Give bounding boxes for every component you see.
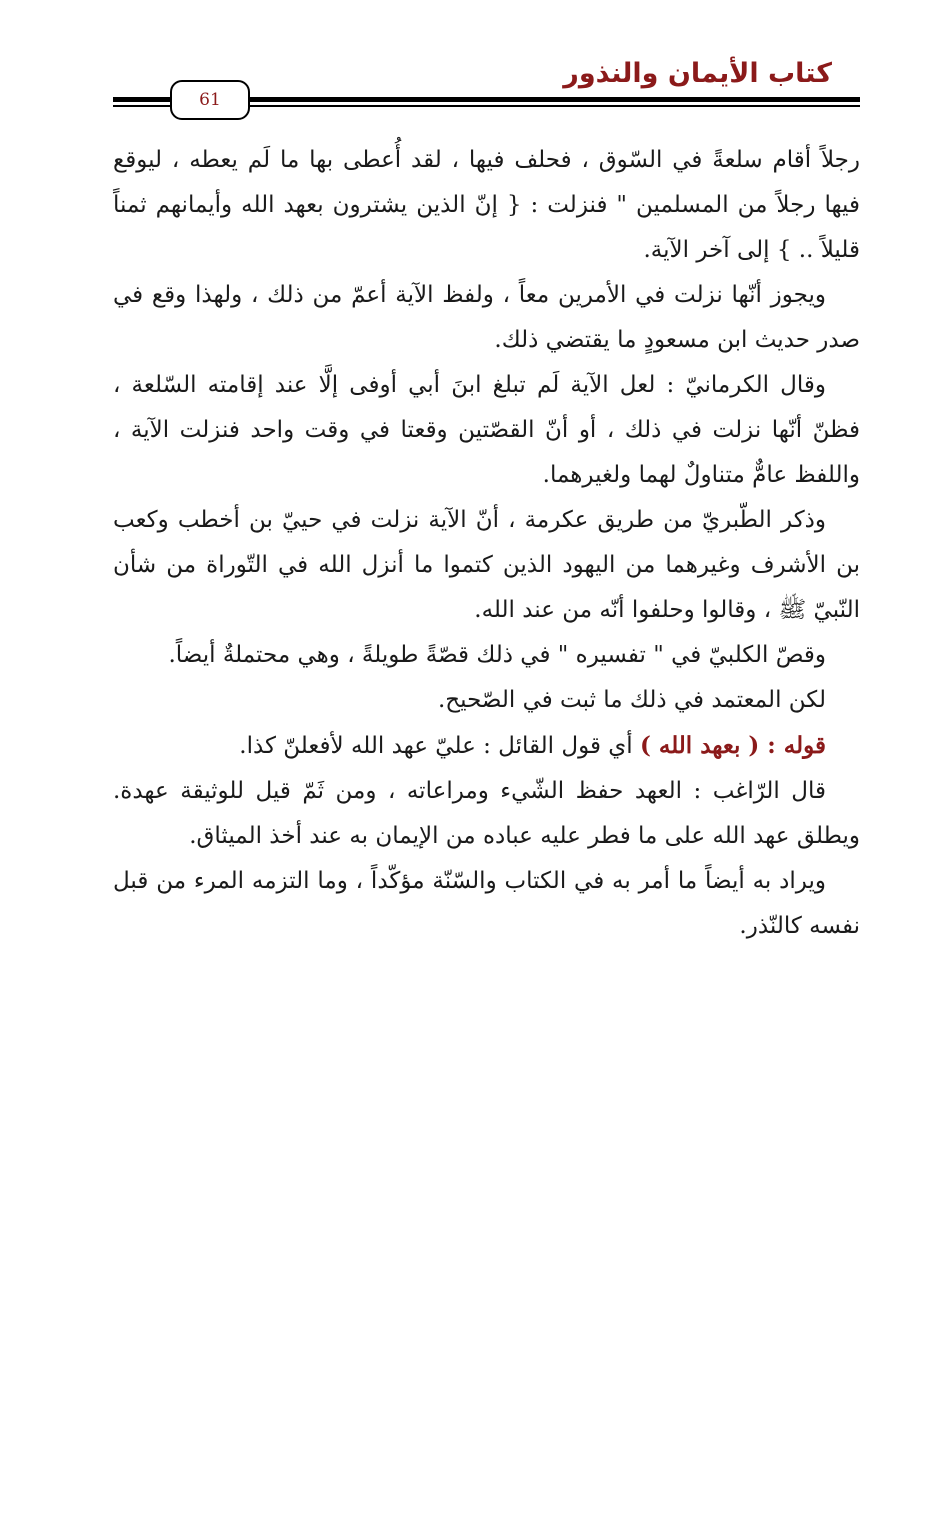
paragraph-3: وقال الكرمانيّ : لعل الآية لَم تبلغ ابنَ أبي أوفى إلَّا عند إقامته السّلعة ، فظنّ أنّها نزلت في ذلك ، أو أنّ القصّتين وقعتا في وقت واحد فنزلت الآية ، واللفظ عامٌّ متناولٌ لهما ولغيرهما. xyxy=(113,372,860,488)
paragraph-1: رجلاً أقام سلعةً في السّوق ، فحلف فيها ، لقد أُعطى بها ما لَم يعطه ، ليوقع فيها رجلاً من المسلمين " فنزلت : { إنّ الذين يشترون بعهد الله وأيمانهم ثمناً قليلاً .. } إلى آخر الآية. xyxy=(113,147,860,263)
quote-explanation: أي قول القائل : عليّ عهد الله لأفعلنّ كذا. xyxy=(239,733,640,759)
paragraph-2: ويجوز أنّها نزلت في الأمرين معاً ، ولفظ الآية أعمّ من ذلك ، ولهذا وقع في صدر حديث ابن مسعودٍ ما يقتضي ذلك. xyxy=(113,282,860,353)
paragraph-4: وذكر الطّبريّ من طريق عكرمة ، أنّ الآية نزلت في حييّ بن أخطب وكعب بن الأشرف وغيرهما من اليهود الذين كتموا ما أنزل الله في التّوراة من شأن النّبيّ ﷺ ، وقالوا وحلفوا أنّه من عند الله. xyxy=(113,507,860,623)
paragraph-7 xyxy=(113,723,860,769)
paragraph-8: قال الرّاغب : العهد حفظ الشّيء ومراعاته ، ومن ثَمّ قيل للوثيقة عهدة. ويطلق عهد الله على ما فطر عليه عباده من الإيمان به عند أخذ الميثاق. xyxy=(113,778,860,849)
paragraph-9: ويراد به أيضاً ما أمر به في الكتاب والسّنّة مؤكّداً ، وما التزمه المرء من قبل نفسه كالنّذر. xyxy=(113,868,860,939)
page-body xyxy=(113,138,860,949)
paragraph-6: لكن المعتمد في ذلك ما ثبت في الصّحيح. xyxy=(437,687,826,713)
quote-label: قوله : ( بعهد الله ) xyxy=(639,732,826,759)
paragraph-5: وقصّ الكلبيّ في " تفسيره " في ذلك قصّةً طويلةً ، وهي محتملةٌ أيضاً. xyxy=(168,642,826,668)
book-title: كتاب الأيمان والنذور xyxy=(563,58,832,89)
page-number: 61 xyxy=(170,80,250,120)
